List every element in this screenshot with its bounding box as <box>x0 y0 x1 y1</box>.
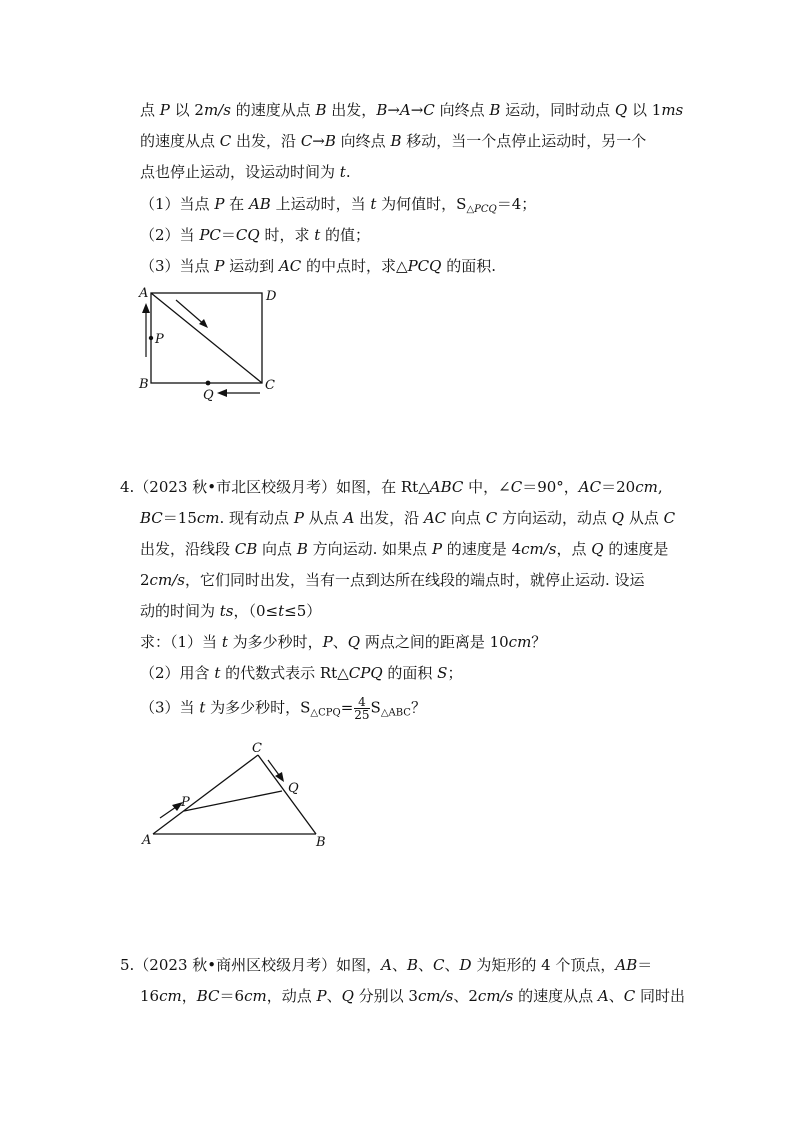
unit: cm <box>159 987 182 1005</box>
arrowhead <box>217 389 227 397</box>
path: C→B <box>300 132 336 150</box>
text: 出发，沿 <box>231 132 301 150</box>
var: A <box>381 956 392 974</box>
text: ＝4； <box>496 195 537 213</box>
area-subscript: △CPQ <box>310 707 341 719</box>
arrow-ap <box>160 807 176 818</box>
area-symbol: S <box>370 698 381 717</box>
text: ＝ <box>637 956 653 974</box>
text: 方向运动，动点 <box>497 509 612 527</box>
text: 为矩形的 4 个顶点， <box>471 956 616 974</box>
text: （3）当 <box>140 698 200 717</box>
area-subscript: △ABC <box>380 707 411 719</box>
text: 同时出 <box>635 987 685 1005</box>
text: 为多少秒时， <box>227 633 323 651</box>
text: 16 <box>140 987 160 1005</box>
label-b2: B <box>316 835 326 850</box>
text: 求：（1）当 <box>140 633 222 651</box>
var: BC <box>196 987 220 1005</box>
text: 2 <box>140 571 150 589</box>
var: Q <box>341 987 354 1005</box>
var: B <box>296 540 308 558</box>
var: t <box>221 633 228 651</box>
label-a: A <box>139 286 149 301</box>
var: C <box>623 987 636 1005</box>
segment-pq <box>184 791 282 811</box>
var: t <box>199 698 206 717</box>
var: t <box>339 163 346 181</box>
unit: cm <box>508 633 532 651</box>
var: B <box>489 101 501 119</box>
fraction-denominator: 25 <box>354 708 370 722</box>
unit: cm/s <box>521 540 557 558</box>
text: 以 2 <box>169 101 204 119</box>
text: 4.（2023 秋•市北区校级月考）如图，在 Rt△ <box>120 478 430 496</box>
var: CPQ <box>348 664 383 682</box>
unit: m/s <box>203 101 231 119</box>
text: 的速度是 <box>603 540 669 558</box>
equals: = <box>340 698 354 717</box>
var: t <box>370 195 377 213</box>
label-q2: Q <box>288 781 299 796</box>
var: AB <box>248 195 271 213</box>
var: CB <box>234 540 258 558</box>
text: ＝90°， <box>522 478 579 496</box>
text: 的中点时，求△ <box>301 257 408 275</box>
var: S <box>437 664 448 682</box>
text: 方向运动. 如果点 <box>307 540 432 558</box>
text: 时，求 <box>259 226 315 244</box>
text: 为多少秒时， <box>205 698 301 717</box>
text: , <box>657 478 663 496</box>
var: C <box>485 509 498 527</box>
text: 中，∠ <box>463 478 511 496</box>
fraction-numerator: 4 <box>354 696 369 709</box>
text: 的面积. <box>441 257 496 275</box>
label-b: B <box>139 377 149 392</box>
text: 出发，沿 <box>354 509 424 527</box>
label-d: D <box>266 289 277 304</box>
text: 的速度从点 <box>513 987 598 1005</box>
var: P <box>214 257 225 275</box>
area-subscript: △PCQ <box>466 204 497 215</box>
text: （2）当 <box>140 226 200 244</box>
var: ABC <box>429 478 464 496</box>
label-c: C <box>265 378 275 393</box>
text: ＝ <box>220 226 236 244</box>
p5-line-2 <box>140 986 685 1006</box>
unit: cm/s <box>477 987 514 1005</box>
p4-question-1 <box>140 632 546 652</box>
text: 向点 <box>446 509 486 527</box>
label-q: Q <box>203 388 214 403</box>
p4-question-2 <box>140 663 462 683</box>
text: ＝20 <box>601 478 636 496</box>
unit: ms <box>661 101 684 119</box>
text: 从点 <box>303 509 344 527</box>
text: 向终点 <box>434 101 490 119</box>
side-ac <box>153 755 258 834</box>
point-q <box>206 381 211 386</box>
text: ≤5） <box>284 602 322 620</box>
label-p: P <box>155 332 164 347</box>
text: ＝15 <box>162 509 197 527</box>
p4-question-3 <box>140 696 426 724</box>
p4-line-4 <box>140 570 644 590</box>
text: （2）用含 <box>140 664 215 682</box>
var: P <box>316 987 327 1005</box>
text: 的速度从点 <box>230 101 316 119</box>
var: D <box>459 956 472 974</box>
text: 运动，同时动点 <box>500 101 615 119</box>
text: 的面积 <box>382 664 438 682</box>
text: 从点 <box>624 509 664 527</box>
unit: cm <box>244 987 267 1005</box>
text: 在 <box>224 195 249 213</box>
var: AB <box>615 956 638 974</box>
var: C <box>663 509 676 527</box>
text: ，（0≤ <box>233 602 279 620</box>
var: ts <box>219 602 234 620</box>
var: A <box>343 509 355 527</box>
text: ， <box>181 987 197 1005</box>
text: 分别以 3 <box>353 987 418 1005</box>
var: t <box>214 664 221 682</box>
text: 的值； <box>320 226 371 244</box>
arrowhead <box>142 303 150 313</box>
text: 点也停止运动，设运动时间为 <box>140 163 340 181</box>
unit: cm <box>196 509 220 527</box>
var: Q <box>614 101 628 119</box>
text: （3）当点 <box>140 257 215 275</box>
var: P <box>293 509 304 527</box>
path: B→A→C <box>376 101 435 119</box>
var: AC <box>278 257 302 275</box>
var: PC <box>199 226 221 244</box>
text: 、 <box>444 956 460 974</box>
var: C <box>219 132 232 150</box>
var: BC <box>140 509 163 527</box>
p4-line-5 <box>140 601 321 621</box>
fraction <box>354 696 369 721</box>
var-p: P <box>159 101 170 119</box>
text: 出发， <box>326 101 377 119</box>
point-p <box>149 336 153 340</box>
text: 、 <box>608 987 624 1005</box>
text: 向终点 <box>335 132 391 150</box>
unit: cm/s <box>417 987 454 1005</box>
var: P <box>322 633 333 651</box>
var: CQ <box>235 226 260 244</box>
text: 的代数式表示 Rt△ <box>220 664 349 682</box>
text: 、2 <box>453 987 478 1005</box>
text: 5.（2023 秋•商州区校级月考）如图， <box>120 956 382 974</box>
var: t <box>314 226 321 244</box>
text: ； <box>447 664 463 682</box>
area-symbol: S <box>300 698 311 717</box>
text: . <box>345 163 351 181</box>
text: ＝6 <box>219 987 245 1005</box>
text: ，它们同时出发，当有一点到达所在线段的端点时，就停止运动. 设运 <box>184 571 645 589</box>
text: 向点 <box>257 540 297 558</box>
text: 、 <box>418 956 434 974</box>
text: 的速度从点 <box>140 132 220 150</box>
text: ，点 <box>556 540 592 558</box>
text: ？ <box>531 633 547 651</box>
unit: cm/s <box>149 571 185 589</box>
var: B <box>315 101 327 119</box>
label-a2: A <box>142 833 152 848</box>
var: AC <box>578 478 602 496</box>
text: 出发，沿线段 <box>140 540 235 558</box>
p4-line-3 <box>140 539 668 559</box>
text: 、 <box>391 956 407 974</box>
var: B <box>406 956 418 974</box>
var: t <box>278 602 285 620</box>
var: Q <box>591 540 604 558</box>
var: AC <box>423 509 447 527</box>
label-p2: P <box>181 795 190 810</box>
text: 点 <box>140 101 160 119</box>
text: 两点之间的距离是 10 <box>360 633 509 651</box>
var: P <box>214 195 225 213</box>
text: 运动到 <box>224 257 279 275</box>
label-c2: C <box>252 741 262 756</box>
text: . 现有动点 <box>219 509 294 527</box>
var: Q <box>611 509 625 527</box>
text: ？ <box>410 698 426 717</box>
text: 以 1 <box>627 101 662 119</box>
text: ，动点 <box>266 987 317 1005</box>
text: 上运动时，当 <box>270 195 371 213</box>
var: A <box>597 987 609 1005</box>
var: B <box>390 132 402 150</box>
text: 为何值时， <box>376 195 457 213</box>
text: （1）当点 <box>140 195 215 213</box>
var: C <box>433 956 445 974</box>
var: P <box>431 540 443 558</box>
unit: cm <box>635 478 658 496</box>
p4-line-1 <box>120 477 663 497</box>
text: 、 <box>332 633 348 651</box>
area-symbol: S <box>456 195 467 213</box>
var: Q <box>347 633 361 651</box>
arrow-cq <box>268 760 279 775</box>
text: 的速度是 4 <box>442 540 522 558</box>
p5-line-1 <box>120 955 652 975</box>
p4-line-2 <box>140 508 675 528</box>
diagonal-ac <box>151 293 262 383</box>
var: PCQ <box>407 257 442 275</box>
text: 移动，当一个点停止运动时，另一个 <box>401 132 647 150</box>
text: 动的时间为 <box>140 602 220 620</box>
var: C <box>510 478 523 496</box>
text: 、 <box>326 987 342 1005</box>
